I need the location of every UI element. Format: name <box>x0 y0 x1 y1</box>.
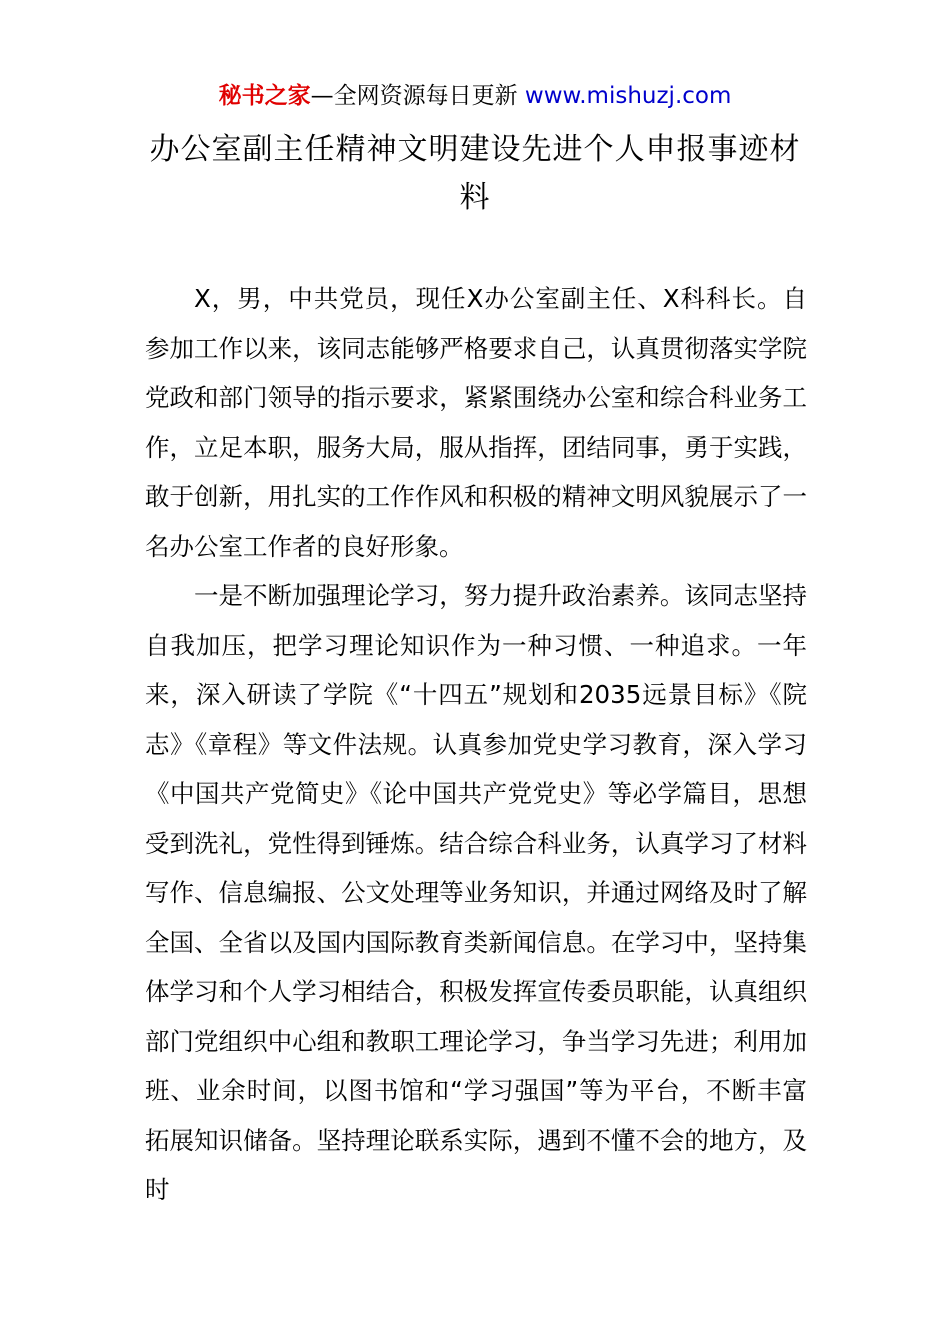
document-body <box>145 274 807 1215</box>
paragraph-intro: X，男，中共党员，现任X办公室副主任、X科科长。自参加工作以来，该同志能够严格要求自己，认真贯彻落实学院党政和部门领导的指示要求，紧紧围绕办公室和综合科业务工作，立足本职，服务大局，服从指挥，团结同事，勇于实践，敢于创新，用扎实的工作作风和积极的精神文明风貌展示了一名办公室工作者的良好形象。 <box>145 284 807 561</box>
document-title: 办公室副主任精神文明建设先进个人申报事迹材料 <box>149 132 801 215</box>
site-header <box>0 80 950 112</box>
site-tagline: —全网资源每日更新 <box>310 83 525 109</box>
site-url-link[interactable]: www.mishuzj.com <box>524 83 732 109</box>
paragraph-theory-study: 一是不断加强理论学习，努力提升政治素养。该同志坚持自我加压，把学习理论知识作为一种习惯、一种追求。一年来，深入研读了学院《“十四五”规划和2035远景目标》《院志》《章程》等文件法规。认真参加党史学习教育，深入学习《中国共产党简史》《论中国共产党党史》等必学篇目，思想受到洗礼，党性得到锤炼。结合综合科业务，认真学习了材料写作、信息编报、公文处理等业务知识，并通过网络及时了解全国、全省以及国内国际教育类新闻信息。在学习中，坚持集体学习和个人学习相结合，积极发挥宣传委员职能，认真组织部门党组织中心组和教职工理论学习，争当学习先进；利用加班、业余时间，以图书馆和“学习强国”等为平台，不断丰富拓展知识储备。坚持理论联系实际，遇到不懂不会的地方，及时 <box>145 581 807 1204</box>
site-brand: 秘书之家 <box>218 83 311 109</box>
